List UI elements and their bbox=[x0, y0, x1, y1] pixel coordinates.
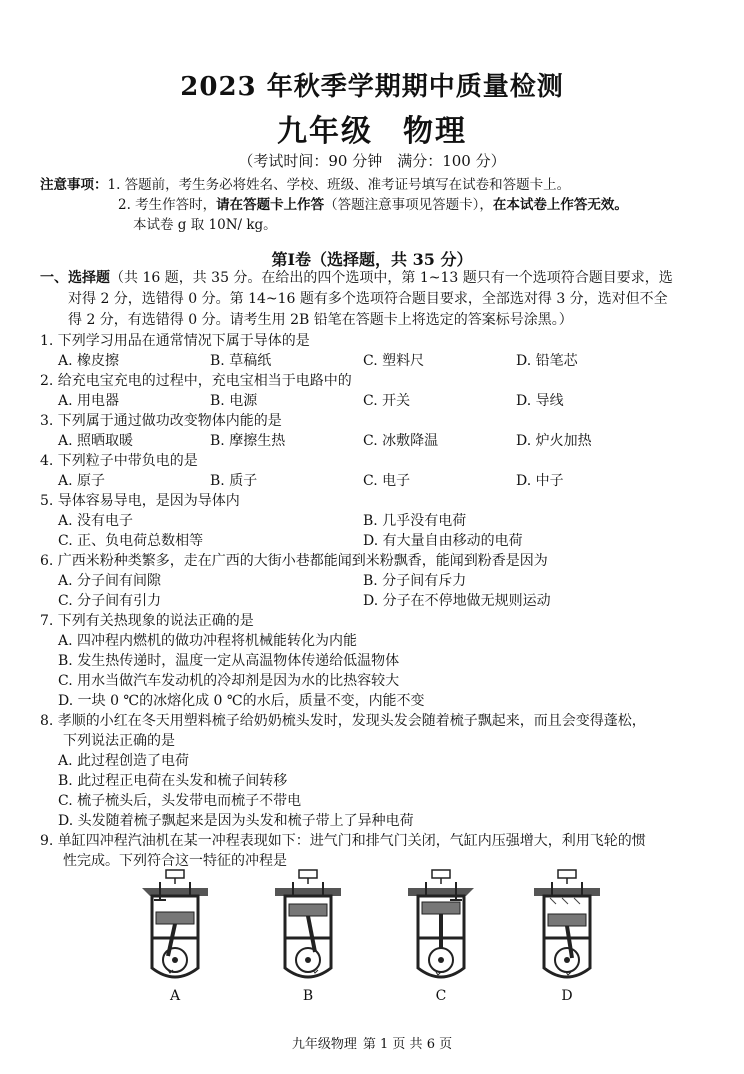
section-title: 第Ⅰ卷（选择题，共 35 分） bbox=[271, 250, 473, 269]
question-1-option-c: C. 塑料尺 bbox=[363, 353, 425, 369]
instr-line-2: 对得 2 分，选错得 0 分。第 14~16 题有多个选项符合题目要求，全部选对得 3 分，选对但不全 bbox=[68, 291, 668, 307]
question-6-stem: 6. 广西米粉种类繁多，走在广西的大街小巷都能闻到米粉飘香，能闻到粉香是因为 bbox=[40, 553, 548, 569]
question-5-stem: 5. 导体容易导电，是因为导体内 bbox=[40, 493, 240, 509]
question-7-option-b: B. 发生热传递时，温度一定从高温物体传递给低温物体 bbox=[58, 653, 400, 669]
subject-label: 物理 bbox=[403, 114, 467, 149]
exam-time-info: （考试时间：90 分钟 满分：100 分） bbox=[238, 152, 506, 170]
question-3-option-c: C. 冰敷降温 bbox=[363, 433, 439, 449]
question-5-option-b: B. 几乎没有电荷 bbox=[363, 513, 467, 529]
question-1-option-d: D. 铅笔芯 bbox=[516, 353, 578, 369]
question-8-option-d: D. 头发随着梳子飘起来是因为头发和梳子带上了异种电荷 bbox=[58, 813, 414, 829]
engine-figure-c bbox=[396, 868, 486, 1008]
exam-title: 2023 年秋季学期期中质量检测 bbox=[180, 72, 564, 102]
note-2-a: 2. 考生作答时， bbox=[118, 197, 217, 213]
figure-label-c: C bbox=[435, 988, 447, 1004]
question-3-option-d: D. 炉火加热 bbox=[516, 433, 592, 449]
figure-label-d: D bbox=[561, 988, 573, 1004]
question-4-option-a: A. 原子 bbox=[58, 473, 106, 489]
question-2-option-d: D. 导线 bbox=[516, 393, 564, 409]
question-9-stem-cont: 性完成。下列符合这一特征的冲程是 bbox=[63, 853, 287, 869]
engine-stroke-figures bbox=[130, 868, 650, 1008]
question-6-option-b: B. 分子间有斥力 bbox=[363, 573, 467, 589]
engine-figure-a bbox=[130, 868, 220, 1008]
engine-diagram-c-icon bbox=[396, 868, 486, 986]
question-6-option-c: C. 分子间有引力 bbox=[58, 593, 162, 609]
question-6-option-d: D. 分子在不停地做无规则运动 bbox=[363, 593, 551, 609]
question-8-stem-cont: 下列说法正确的是 bbox=[63, 733, 175, 749]
engine-figure-b bbox=[263, 868, 353, 1008]
question-3-stem: 3. 下列属于通过做功改变物体内能的是 bbox=[40, 413, 282, 429]
figure-label-b: B bbox=[302, 988, 314, 1004]
question-7-option-c: C. 用水当做汽车发动机的冷却剂是因为水的比热容较大 bbox=[58, 673, 400, 689]
question-5-option-d: D. 有大量自由移动的电荷 bbox=[363, 533, 523, 549]
question-5-option-c: C. 正、负电荷总数相等 bbox=[58, 533, 204, 549]
note-line-3: 本试卷 g 取 10N/ kg。 bbox=[133, 217, 277, 233]
question-3-option-a: A. 照晒取暖 bbox=[58, 433, 134, 449]
instr-line-1: （共 16 题，共 35 分。在给出的四个选项中，第 1~13 题只有一个选项符合题目要求，选 bbox=[110, 270, 673, 286]
question-1-stem: 1. 下列学习用品在通常情况下属于导体的是 bbox=[40, 333, 310, 349]
notes-label: 注意事项： bbox=[40, 177, 108, 193]
page-footer bbox=[0, 1033, 744, 1052]
question-2-option-c: C. 开关 bbox=[363, 393, 411, 409]
engine-diagram-d-icon bbox=[522, 868, 612, 986]
section-instructions bbox=[40, 268, 712, 331]
question-1-option-b: B. 草稿纸 bbox=[210, 353, 272, 369]
question-2-stem: 2. 给充电宝充电的过程中，充电宝相当于电路中的 bbox=[40, 373, 352, 389]
question-7-option-a: A. 四冲程内燃机的做功冲程将机械能转化为内能 bbox=[58, 633, 358, 649]
engine-diagram-b-icon bbox=[263, 868, 353, 986]
question-8-stem: 8. 孝顺的小红在冬天用塑料梳子给奶奶梳头发时，发现头发会随着梳子飘起来，而且会变得蓬松， bbox=[40, 713, 646, 729]
engine-diagram-a-icon bbox=[130, 868, 220, 986]
grade-subject-title bbox=[0, 106, 744, 150]
note-2-b: 请在答题卡上作答 bbox=[216, 197, 325, 213]
grade-label: 九年级 bbox=[277, 114, 373, 149]
question-1-option-a: A. 橡皮擦 bbox=[58, 353, 120, 369]
question-9-stem: 9. 单缸四冲程汽油机在某一冲程表现如下：进气门和排气门关闭，气缸内压强增大，利用飞轮的惯 bbox=[40, 833, 646, 849]
instr-line-3: 得 2 分，有选错得 0 分。请考生用 2B 铅笔在答题卡上将选定的答案标号涂黑。） bbox=[68, 312, 573, 328]
section-heading: 一、选择题 bbox=[40, 270, 110, 286]
question-4-option-c: C. 电子 bbox=[363, 473, 411, 489]
note-1: 1. 答题前，考生务必将姓名、学校、班级、准考证号填写在试卷和答题卡上。 bbox=[107, 177, 571, 193]
engine-figure-d bbox=[522, 868, 612, 1008]
question-6-option-a: A. 分子间有间隙 bbox=[58, 573, 162, 589]
note-line-1 bbox=[40, 175, 720, 195]
question-4-stem: 4. 下列粒子中带负电的是 bbox=[40, 453, 198, 469]
question-2-option-a: A. 用电器 bbox=[58, 393, 120, 409]
question-7-option-d: D. 一块 0 ℃的冰熔化成 0 ℃的水后，质量不变，内能不变 bbox=[58, 693, 425, 709]
note-line-2 bbox=[118, 195, 744, 215]
question-7-stem: 7. 下列有关热现象的说法正确的是 bbox=[40, 613, 254, 629]
question-8-option-a: A. 此过程创造了电荷 bbox=[58, 753, 190, 769]
note-2-d: 在本试卷上作答无效。 bbox=[492, 197, 628, 213]
question-8-option-c: C. 梳子梳头后，头发带电而梳子不带电 bbox=[58, 793, 302, 809]
footer-page-number: 第 1 页 共 6 页 bbox=[362, 1037, 453, 1052]
question-4-option-b: B. 质子 bbox=[210, 473, 258, 489]
footer-subject: 九年级物理 bbox=[291, 1037, 357, 1052]
question-8-option-b: B. 此过程正电荷在头发和梳子间转移 bbox=[58, 773, 288, 789]
question-3-option-b: B. 摩擦生热 bbox=[210, 433, 286, 449]
figure-label-a: A bbox=[169, 988, 181, 1004]
note-2-c: （答题注意事项见答题卡）， bbox=[324, 197, 493, 213]
question-4-option-d: D. 中子 bbox=[516, 473, 564, 489]
question-2-option-b: B. 电源 bbox=[210, 393, 258, 409]
question-5-option-a: A. 没有电子 bbox=[58, 513, 134, 529]
